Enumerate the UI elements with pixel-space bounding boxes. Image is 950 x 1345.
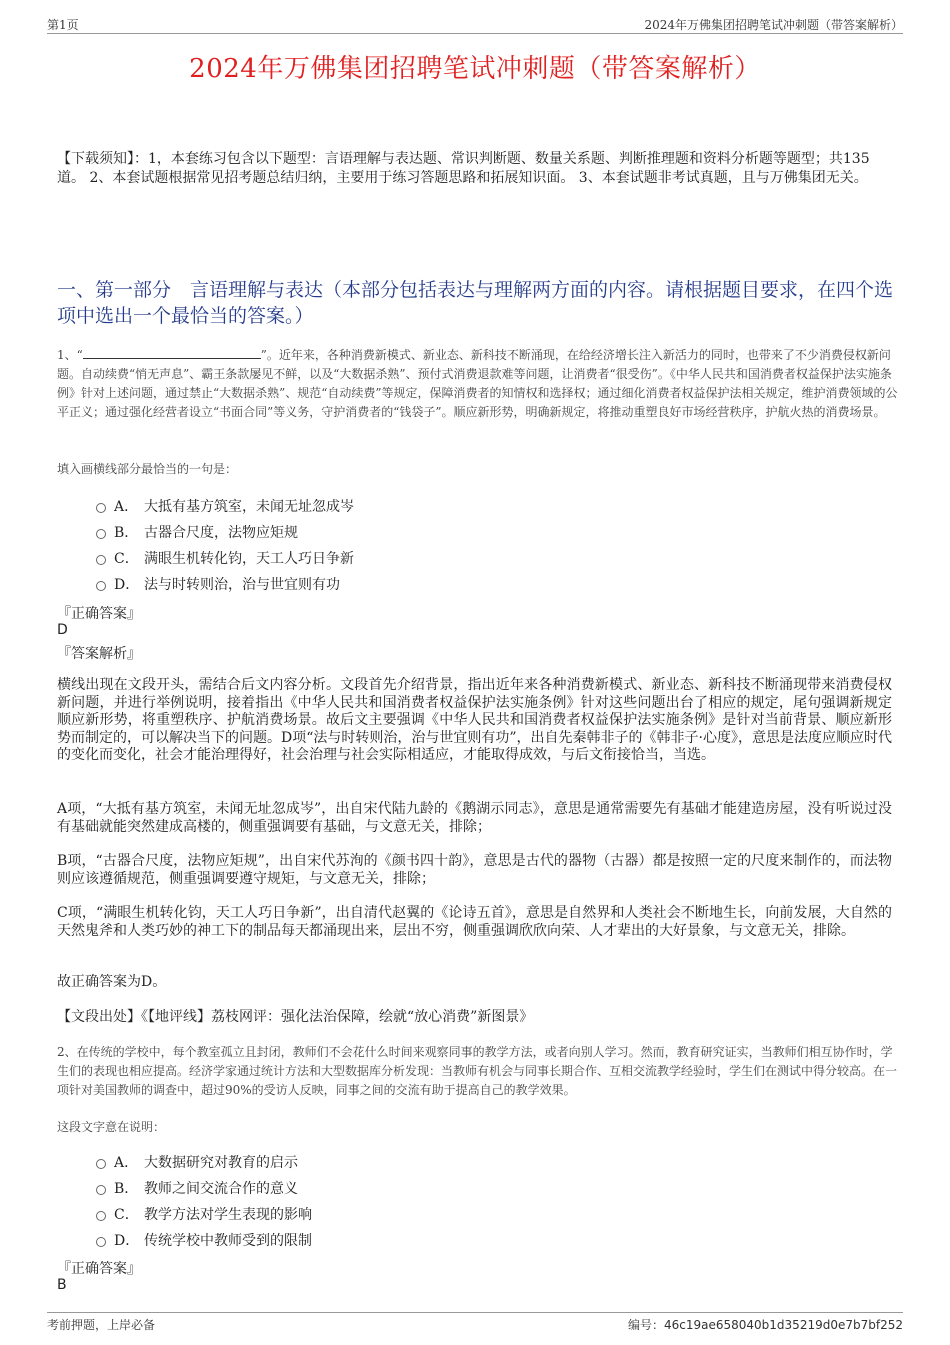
question-1-blank [83, 347, 261, 359]
option-a[interactable]: A． 大数据研究对教育的启示 [96, 1149, 312, 1175]
question-1-prefix: 1、“ [57, 348, 83, 362]
page-number: 第1页 [47, 18, 79, 32]
answer-label: 『正确答案』 [57, 1261, 141, 1277]
page-header [47, 14, 903, 34]
question-1-options [96, 493, 354, 597]
radio-icon[interactable] [96, 555, 106, 565]
question-2-prompt: 这段文字意在说明： [57, 1120, 166, 1134]
question-1-stem [57, 346, 899, 422]
source-note: 【文段出处】《【地评线】荔枝网评：强化法治保障，绘就“放心消费”新图景》 [57, 1009, 534, 1025]
radio-icon[interactable] [96, 1159, 106, 1169]
footer-code: 编号：46c19ae658040b1d35219d0e7b7bf252 [627, 1318, 903, 1332]
analysis-paragraph: 横线出现在文段开头，需结合后文内容分析。文段首先介绍背景，指出近年来各种消费新模式、新业态、新科技不断涌现带来消费侵权新问题，并进行举例说明，接着指出《中华人民共和国消费者权益保护法实施条例》针对这些问题出台了相应的规定，尾句强调新规定顺应新形势，将重塑秩序、护航消费场景。故后文主要强调《中华人民共和国消费者权益保护法实施条例》是针对当前背景、顺应新形势而制定的，可以解决当下的问题。D项“法与时转则治，治与世宜则有功”，出自先秦韩非子的《韩非子·心度》，意思是法度应顺应时代的变化而变化，社会才能治理得好，社会治理与社会实际相适应，才能取得成效，与后文衔接恰当，当选。 [57, 677, 892, 763]
question-2-options [96, 1149, 312, 1253]
radio-icon[interactable] [96, 503, 106, 513]
option-c[interactable]: C． 满眼生机转化钧，天工人巧日争新 [96, 545, 354, 571]
radio-icon[interactable] [96, 529, 106, 539]
radio-icon[interactable] [96, 1211, 106, 1221]
option-c[interactable]: C． 教学方法对学生表现的影响 [96, 1201, 312, 1227]
option-d[interactable]: D． 法与时转则治，治与世宜则有功 [96, 571, 354, 597]
analysis-paragraph: 故正确答案为D。 [57, 974, 167, 990]
answer-label: 『正确答案』 [57, 606, 141, 622]
download-notice: 【下载须知】：1，本套练习包含以下题型：言语理解与表达题、常识判断题、数量关系题、判断推理题和资料分析题等题型；共135道。 2、本套试题根据常见招考题总结归纳，主要用于练习答题思路和拓展知识面。 3、本套试题非考试真题，且与万佛集团无关。 [57, 151, 870, 186]
answer-value: D [57, 622, 68, 638]
analysis-paragraph: C项，“满眼生机转化钧，天工人巧日争新”，出自清代赵翼的《论诗五首》，意思是自然界和人类社会不断地生长，向前发展，大自然的天然鬼斧和人类巧妙的神工下的制品每天都涌现出来，层出不穷，侧重强调欣欣向荣、人才辈出的大好景象，与文意无关，排除。 [57, 905, 892, 939]
answer-value: B [57, 1277, 67, 1293]
radio-icon[interactable] [96, 1237, 106, 1247]
analysis-paragraph: B项，“古器合尺度，法物应矩规”，出自宋代苏洵的《颜书四十韵》，意思是古代的器物（古器）都是按照一定的尺度来制作的，而法物则应该遵循规范，侧重强调要遵守规矩，与文意无关，排除； [57, 853, 892, 887]
section-heading: 一、第一部分 言语理解与表达（本部分包括表达与理解两方面的内容。请根据题目要求，在四个选项中选出一个最恰当的答案。） [57, 279, 894, 327]
analysis-paragraph: A项，“大抵有基方筑室，未闻无址忽成岑”，出自宋代陆九龄的《鹅湖示同志》，意思是通常需要先有基础才能建造房屋，没有听说过没有基础就能突然建成高楼的，侧重强调要有基础，与文意无关，排除； [57, 801, 892, 835]
header-doc-title: 2024年万佛集团招聘笔试冲刺题（带答案解析） [644, 18, 903, 32]
question-1-text: ”。近年来，各种消费新模式、新业态、新科技不断涌现，在给经济增长注入新活力的同时，也带来了不少消费侵权新问题。自动续费“悄无声息”、霸王条款屡见不鲜，以及“大数据杀熟”、预付式消费退款难等问题，让消费者“很受伤”。《中华人民共和国消费者权益保护法实施条例》针对上述问题，通过禁止“大数据杀熟”、规范“自动续费”等规定，保障消费者的知情权和选择权；通过细化消费者权益保护法相关规定，维护消费领域的公平正义；通过强化经营者设立“书面合同”等义务，守护消费者的“钱袋子”。顺应新形势，明确新规定，将推动重塑良好市场经营秩序，护航火热的消费场景。 [57, 348, 898, 419]
option-d[interactable]: D． 传统学校中教师受到的限制 [96, 1227, 312, 1253]
page-footer [47, 1312, 903, 1332]
radio-icon[interactable] [96, 1185, 106, 1195]
page-title: 2024年万佛集团招聘笔试冲刺题（带答案解析） [189, 54, 761, 84]
question-1-prompt: 填入画横线部分最恰当的一句是： [57, 462, 238, 476]
option-b[interactable]: B． 古器合尺度，法物应矩规 [96, 519, 354, 545]
option-b[interactable]: B． 教师之间交流合作的意义 [96, 1175, 312, 1201]
radio-icon[interactable] [96, 581, 106, 591]
footer-slogan: 考前押题，上岸必备 [47, 1318, 156, 1332]
analysis-label: 『答案解析』 [57, 646, 141, 662]
question-2-stem: 2、在传统的学校中，每个教室孤立且封闭，教师们不会花什么时间来观察同事的教学方法，或者向别人学习。然而，教育研究证实，当教师们相互协作时，学生们的表现也相应提高。经济学家通过统计方法和大型数据库分析发现：当教师有机会与同事长期合作、互相交流教学经验时，学生们在测试中得分较高。在一项针对美国教师的调查中，超过90%的受访人反映，同事之间的交流有助于提高自己的教学效果。 [57, 1045, 898, 1097]
option-a[interactable]: A． 大抵有基方筑室，未闻无址忽成岑 [96, 493, 354, 519]
